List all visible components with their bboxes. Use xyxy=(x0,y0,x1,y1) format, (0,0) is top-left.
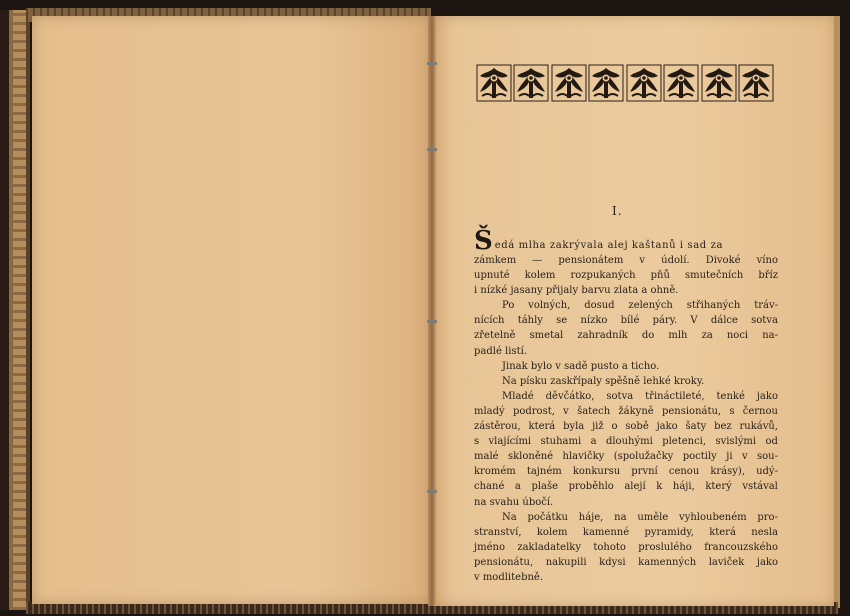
floral-ornament-band xyxy=(476,64,774,102)
text-line: v modlitebně. xyxy=(474,571,544,583)
text-line: malé skloněné hlavičky (spolužačky poctily ji v sou- xyxy=(474,451,778,463)
text-line: padlé listí. xyxy=(474,345,527,357)
text-line: mladý podrost, v šatech žákyně pensionátu, s černou xyxy=(474,405,778,417)
text-line: na svahu úbočí. xyxy=(474,496,554,508)
text-line: kromém tajném konkursu první cenou krásy), udý- xyxy=(474,466,778,478)
text-line: i nízké jasany přijaly barvu zlata a ohně. xyxy=(474,285,679,297)
floral-ornament-icon xyxy=(588,64,624,102)
text-line: Na písku zaskřípaly spěšně lehké kroky. xyxy=(502,375,705,387)
text-line: s vlajícími stuhami a dlouhými pletenci, svislými od xyxy=(474,436,778,448)
book-gutter xyxy=(428,16,436,606)
binding-stitch xyxy=(427,320,437,323)
floral-ornament-icon xyxy=(476,64,512,102)
text-line: Jinak bylo v sadě pusto a ticho. xyxy=(502,360,660,372)
text-line: Po volných, dosud zelených střihaných tráv- xyxy=(502,300,778,312)
binding-stitch xyxy=(427,62,437,65)
floral-ornament-icon xyxy=(663,64,699,102)
left-page-blank xyxy=(32,16,430,604)
chapter-numeral: I. xyxy=(612,204,623,218)
floral-ornament-icon xyxy=(551,64,587,102)
floral-ornament-icon xyxy=(513,64,549,102)
text-line: zámkem — pensionátem v údolí. Divoké víno xyxy=(474,255,778,266)
body-text xyxy=(474,228,778,585)
text-line: Mladé děvčátko, sotva třináctileté, tenké jako xyxy=(502,390,778,402)
book-spine xyxy=(0,10,30,610)
text-line: chané a plaše proběhlo alejí k háji, který vstával xyxy=(474,481,778,493)
text-line: zástěrou, která byla již o sobě jako šaty bez rukávů, xyxy=(474,421,778,433)
right-page-edge xyxy=(834,16,840,608)
text-line: Š edá mlha zakrývala alej kaštanů i sad za xyxy=(474,226,724,256)
text-line: Na počátku háje, na uměle vyhloubeném pro- xyxy=(502,511,778,523)
text-line: zřetelně smetal zahradník do mlh za noci na- xyxy=(474,330,778,342)
floral-ornament-icon xyxy=(701,64,737,102)
text-line: jméno zakladatelky tohoto proslulého francouzského xyxy=(474,541,778,553)
binding-stitch xyxy=(427,490,437,493)
text-line: nících táhly se nízko bílé páry. V dálce sotva xyxy=(474,315,778,327)
drop-cap: Š xyxy=(474,226,493,256)
floral-ornament-icon xyxy=(626,64,662,102)
text-line: pensionátu, nakupili kdysi kamenných laviček jako xyxy=(474,556,778,568)
floral-ornament-icon xyxy=(738,64,774,102)
text-line: stranství, kolem kamenné pyramidy, která nesla xyxy=(474,526,778,538)
text-line: upnuté kolem rozpukaných pňů smutečních bříz xyxy=(474,270,778,282)
binding-stitch xyxy=(427,148,437,151)
